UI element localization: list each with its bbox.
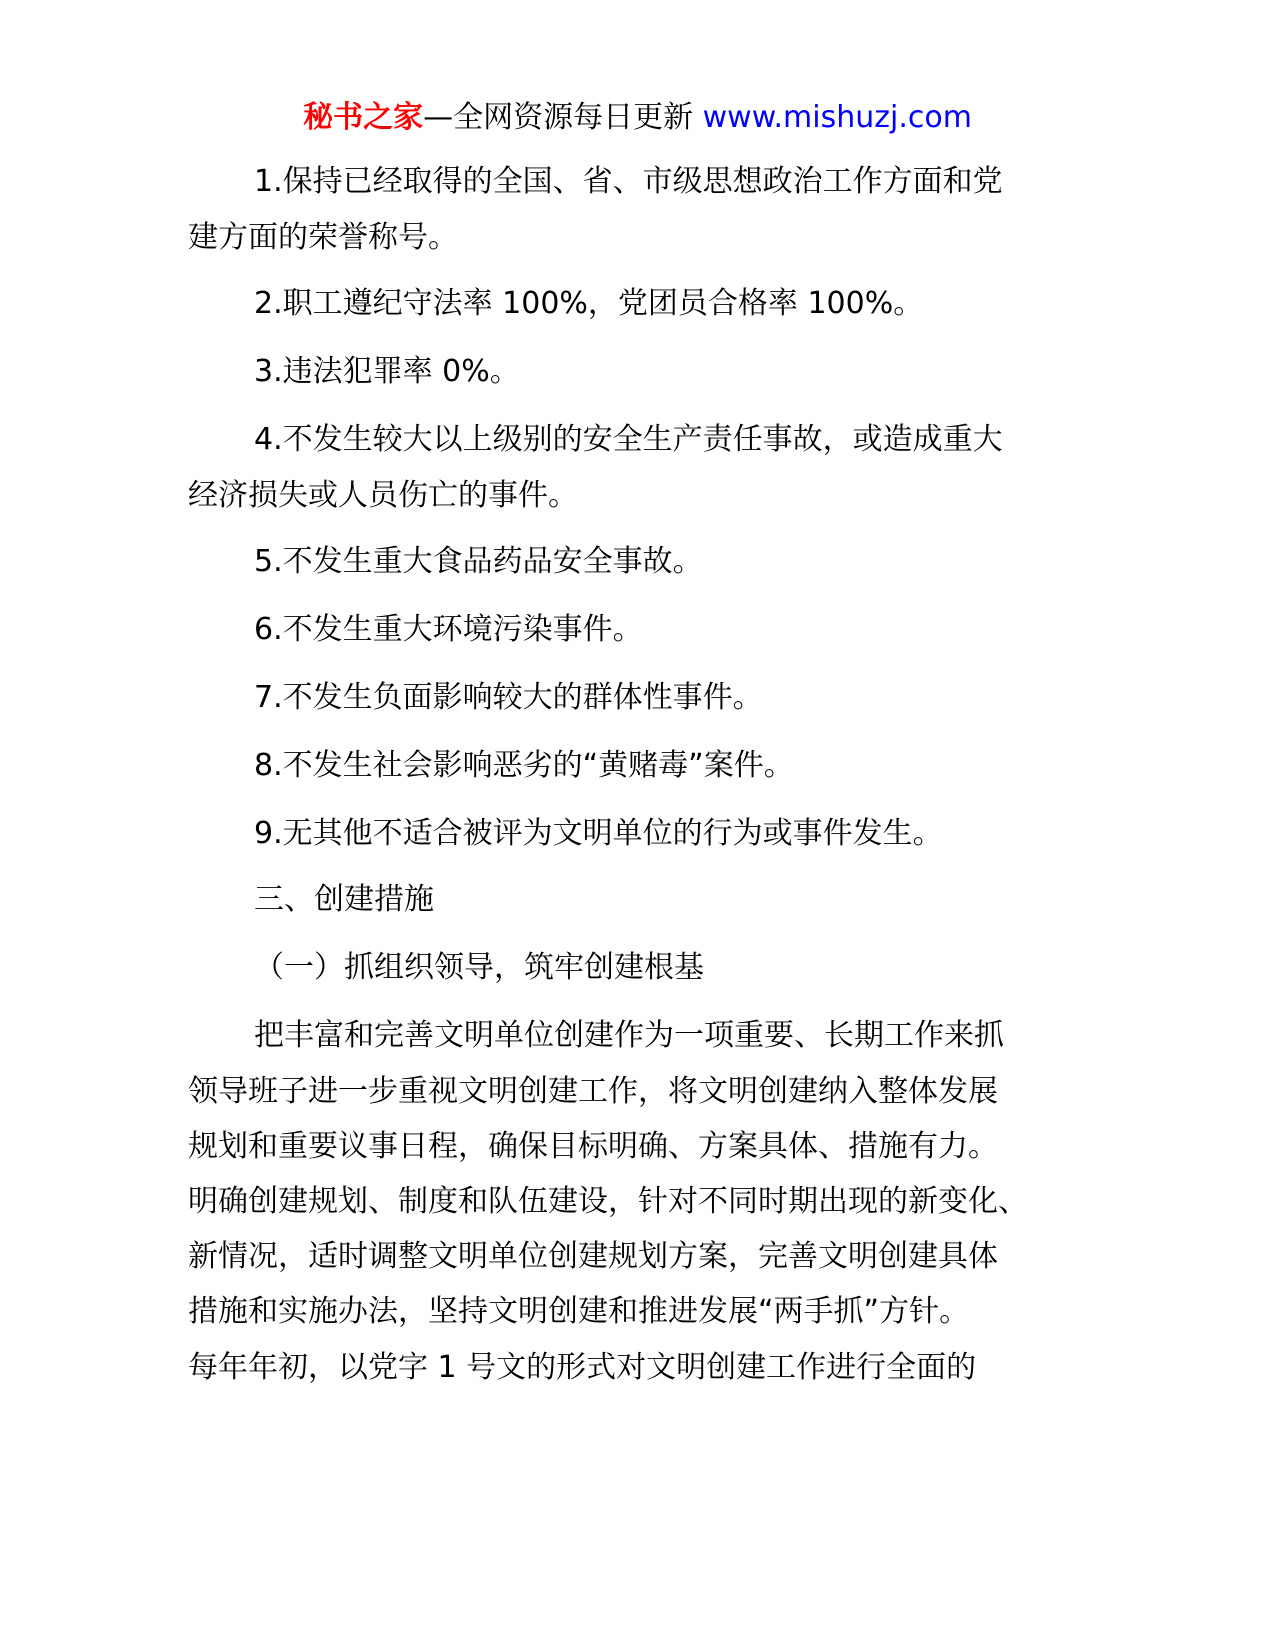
text-line: 新情况，适时调整文明单位创建规划方案，完善文明创建具体 — [188, 1239, 998, 1274]
text-line: 规划和重要议事日程，确保目标明确、方案具体、措施有力。 — [188, 1129, 998, 1164]
text-line: 3.违法犯罪率 0%。 — [254, 354, 520, 389]
text-line: 6.不发生重大环境污染事件。 — [254, 612, 643, 647]
site-brand: 秘书之家 — [303, 100, 424, 135]
text-line: 措施和实施办法，坚持文明创建和推进发展“两手抓”方针。 — [188, 1294, 970, 1329]
text-line: 8.不发生社会影响恶劣的“黄赌毒”案件。 — [254, 748, 794, 783]
site-tagline: —全网资源每日更新 — [423, 100, 694, 135]
text-line: 1.保持已经取得的全国、省、市级思想政治工作方面和党 — [254, 164, 1003, 199]
text-line: 2.职工遵纪守法率 100%，党团员合格率 100%。 — [254, 286, 924, 321]
text-line: 9.无其他不适合被评为文明单位的行为或事件发生。 — [254, 816, 943, 851]
text-line: 经济损失或人员伤亡的事件。 — [188, 478, 578, 513]
section-heading: 三、创建措施 — [254, 882, 434, 917]
text-line: 每年年初，以党字 1 号文的形式对文明创建工作进行全面的 — [188, 1350, 977, 1385]
text-line: 明确创建规划、制度和队伍建设，针对不同时期出现的新变化、 — [188, 1184, 1028, 1219]
site-url-link[interactable]: www.mishuzj.com — [702, 100, 972, 135]
subsection-heading: （一）抓组织领导，筑牢创建根基 — [254, 950, 704, 985]
text-line: 把丰富和完善文明单位创建作为一项重要、长期工作来抓 — [254, 1018, 1004, 1053]
text-line: 7.不发生负面影响较大的群体性事件。 — [254, 680, 763, 715]
text-line: 建方面的荣誉称号。 — [188, 220, 458, 255]
text-line: 4.不发生较大以上级别的安全生产责任事故，或造成重大 — [254, 422, 1003, 457]
text-line: 5.不发生重大食品药品安全事故。 — [254, 544, 703, 579]
text-line: 领导班子进一步重视文明创建工作，将文明创建纳入整体发展 — [188, 1074, 998, 1109]
